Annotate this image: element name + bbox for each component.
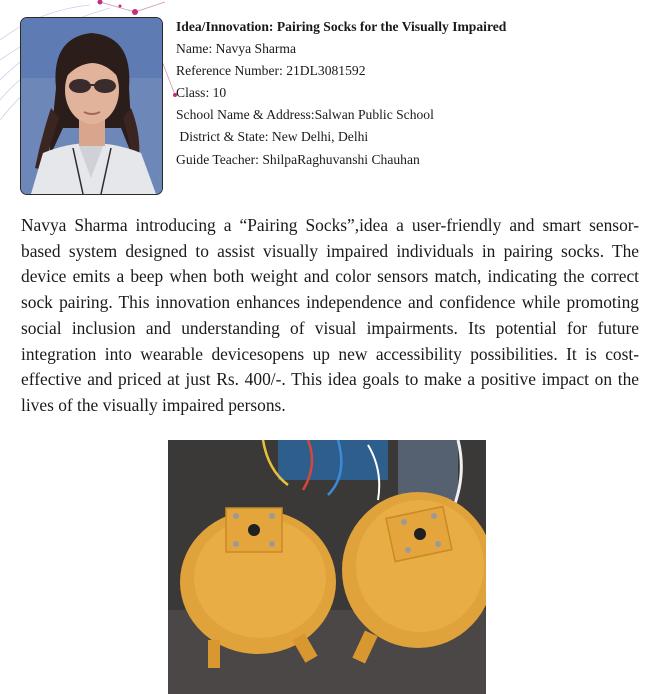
reference-number: Reference Number: 21DL3081592 [176, 63, 366, 79]
innovation-description: Navya Sharma introducing a “Pairing Socks”,idea a user-friendly and smart sensor-based system designed to assist visually impaired individuals in pairing socks. The device emits a beep when both weight and color sensors match, indicating the correct sock pairing. This innovation enhances independence and confidence while promoting social inclusion and understanding of visual impairments. Its potential for future integration into wearable devicesopens up new accessibility possibilities. It is cost-effective and priced at just Rs. 400/-. This idea goals to make a positive impact on the lives of the visually impaired persons. [21, 215, 639, 415]
innovation-title: Idea/Innovation: Pairing Socks for the Visually Impaired [176, 19, 507, 34]
student-photo [20, 17, 163, 195]
student-name: Name: Navya Sharma [176, 41, 297, 57]
device-photo [168, 440, 486, 694]
guide-teacher: Guide Teacher: ShilpaRaghuvanshi Chauhan [176, 151, 420, 167]
district-state: District & State: New Delhi, Delhi [176, 129, 369, 145]
school-address: School Name & Address:Salwan Public School [176, 107, 434, 123]
student-class: Class: 10 [176, 85, 227, 101]
student-info [176, 16, 506, 171]
